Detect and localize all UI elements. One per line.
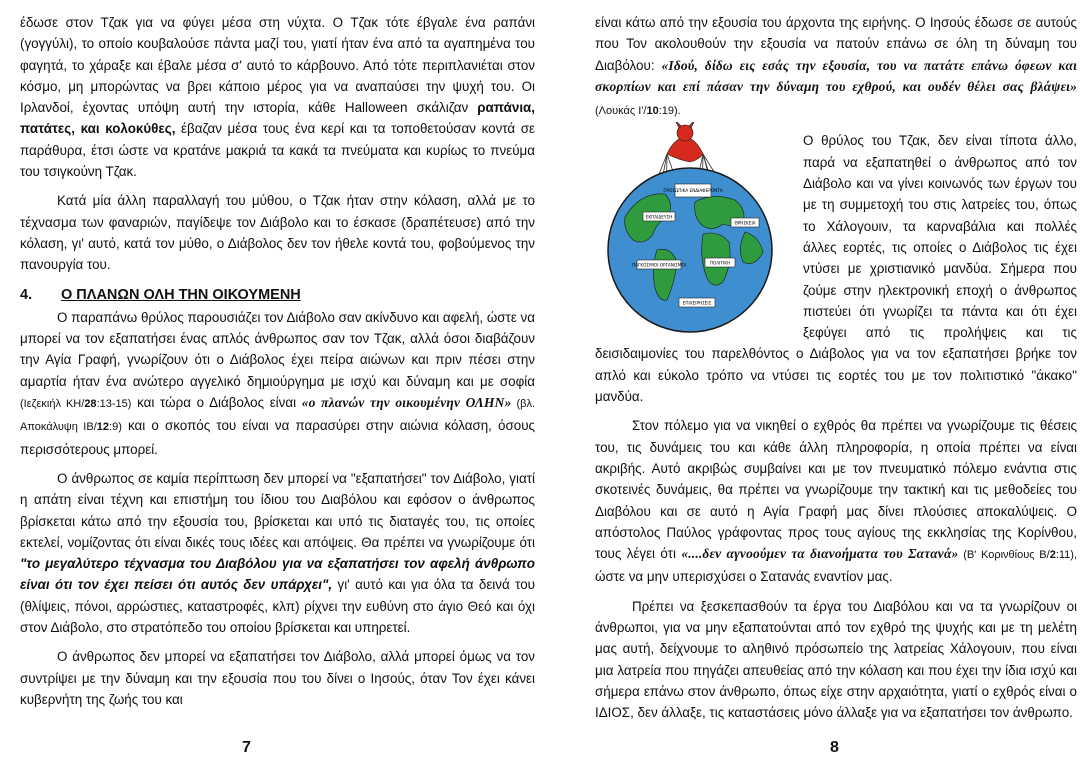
- text: και ο σκοπός του είναι να παρασύρει στην αιώνια κόλαση, όσους περισσότερους μπορεί.: [20, 418, 535, 457]
- label-business: ΕΠΙΧΕΙΡΗΣΕΙΣ: [682, 300, 712, 306]
- paragraph: Πρέπει να ξεσκεπασθούν τα έργα του Διαβόλου και να τα γνωρίζουν οι άνθρωποι, για να μην εξαπατούνται από τον εχθρό της ψυχής και με τη μελέτη μας αυτή, δείχνουμε το αληθινό πρόσωπείο της λατρείας Χάλογουιν, που είναι μια λατρεία που πηγάζει απευθείας από την κόλαση και που έχει την ίδια ισχύ και σήμερα επάνω στον άνθρωπο, όπως είχε στην αρχαιότητα, γιατί ο εχθρός είναι ο ΙΔΙΟΣ, δεν άλλαξε, τις καταστάσεις μόνο άλλαξε για να εξαπατήσει τον άνθρωπο.: [595, 598, 1077, 721]
- label-education: ΕΚΠΑΙΔΕΥΣΗ: [645, 214, 673, 220]
- scripture-quote: «....δεν αγνοούμεν τα διανοήματα του Σατανά»: [681, 546, 959, 562]
- paragraph: [595, 12, 1077, 122]
- paragraph: Κατά μία άλλη παραλλαγή του μύθου, ο Τζακ ήταν στην κόλαση, αλλά με το τέχνασμα των φαναριών, παγίδεψε τον Διάβολο και το έσκασε (δραπέτευσε) από την κόλαση, γι' αυτό, κατά τον μύθο, ο Διάβολος δεν τον ήθελε κοντά του, φοβούμενος την πανουργία του.: [20, 193, 535, 273]
- scripture-quote: «ο πλανών την οικουμένην ΟΛΗΝ»: [301, 395, 512, 411]
- text: γι' αυτό και για όλα τα δεινά του (θλίψεις, πόνοι, αρρώστιες, καταστροφές, κλπ) ρίχνει την ευθύνη στο άγιο Θεό και όχι στον Διάβολο, στο στρατόπεδο του οποίου βρίσκεται και υπηρετεί.: [20, 577, 535, 636]
- paragraph: Ο θρύλος του Τζακ, δεν είναι τίποτα άλλο, παρά να εξαπατηθεί ο άνθρωπος από τον Διάβολο και να γίνει κοινωνός των έργων του με τη συμμετοχή του στις λατρείες του, όπως το Χάλογουιν, τα καρναβάλια και πολλές άλλες εορτές, τις οποίες ο Διάβολος τις έχει ντύσει με χριστιανικό μανδύα. Σήμερα που ζούμε στην ηλεκτρονική εποχή ο άνθρωπος πιστεύει ότι γνωρίζει τα πάντα και ότι έχει ξεφύγει από τις προλήψεις και τις δεισιδαιμονίες του παρελθόντος ο Διάβολος για να τον εξαπατήσει βρήκε τον απλό και εύκολο τρόπο να ντύσει τις εορτές του με τον πολιτιστικό "άκακο" μανδύα.: [595, 133, 1077, 405]
- paragraph: [595, 415, 1077, 587]
- paragraph: [20, 307, 535, 460]
- scripture-quote: «Ιδού, δίδω εις εσάς την εξουσία, του να πατάτε επάνω όφεων και σκορπίων και επί πάσαν την δύναμη του εχθρού, και ουδέν θέλει σας βλάψει»: [595, 57, 1077, 94]
- right-page-body: [595, 12, 1077, 724]
- left-page: [0, 0, 535, 763]
- bible-reference: (Β' Κορινθίους Β/2:11),: [958, 549, 1078, 562]
- page-number: 8: [830, 739, 839, 756]
- paragraph: Ο άνθρωπος δεν μπορεί να εξαπατήσει τον Διάβολο, αλλά μπορεί όμως να τον συντρίψει με την δύναμη και την εξουσία που του δίνει ο Ιησούς, όταν Τον έχει κάνει κυβερνήτη της ζωής του και: [20, 649, 535, 707]
- page-number: 7: [242, 739, 251, 756]
- devil-puppeteer-globe-image: [595, 122, 785, 334]
- devil-globe-illustration: [595, 122, 791, 338]
- bible-reference: (βλ. Αποκάλυψη ΙΒ/12:9): [20, 398, 535, 434]
- text: και τώρα ο Διάβολος είναι: [131, 395, 302, 411]
- section-number: 4.: [20, 286, 33, 303]
- bible-reference: (Λουκάς Ι'/10:19).: [595, 105, 681, 118]
- section-title: Ο ΠΛΑΝΩΝ ΟΛΗ ΤΗΝ ΟΙΚΟΥΜΕΝΗ: [61, 286, 301, 303]
- label-personal-interests: ΠΡΟΣΩΠΙΚΑ ΕΝΔΙΑΦΕΡΟΝΤΑ: [663, 188, 723, 194]
- text: Ο άνθρωπος σε καμία περίπτωση δεν μπορεί να "εξαπατήσει" τον Διάβολο, γιατί η απάτη είναι τέχνη και επιστήμη του ίδιου του Διαβόλου και εφόσον ο άνθρωπος βρίσκεται κάτω από την εξουσία του, βρίσκεται και υπό τις διαταγές του, τις οποίες εκτελεί, νομίζοντας ότι είναι δικές τους ιδέες και απόψεις. Θα πρέπει να γνωρίζουμε ότι: [20, 470, 535, 550]
- bible-reference: (Ιεζεκιήλ ΚΗ/28:13-15): [20, 398, 132, 411]
- left-page-body: [20, 12, 535, 710]
- text: έβαζαν μέσα τους ένα κερί και τα τοποθετούσαν κοντά σε παράθυρα, έτσι ώστε να κρατάνε μακριά τα κακά τα πνεύματα και κυρίως το πνεύμα του τσιγκούνη Τζακ.: [20, 121, 535, 180]
- text: ώστε να μην υπερισχύσει ο Σατανάς εναντίον μας.: [595, 569, 893, 585]
- label-politics: ΠΟΛΙΤΙΚΗ: [709, 260, 731, 266]
- text: είναι κάτω από την εξουσία του άρχοντα της ειρήνης. Ο Ιησούς έδωσε σε αυτούς που Τον ακολουθούν την εξουσία να πατούν επάνω σε όλη τη δύναμη του Διαβόλου:: [595, 15, 1077, 73]
- section-heading: [20, 285, 535, 306]
- devil-horn: [689, 122, 695, 128]
- right-page: [545, 0, 1085, 763]
- text: Ο παραπάνω θρύλος παρουσιάζει τον Διάβολο σαν ακίνδυνο και αφελή, ώστε να μπορεί να τον εξαπατήσει ένας απλός άνθρωπος σαν τον Τζακ, αλλά όσοι διαβάζουν την Αγία Γραφή, γνωρίζουν ότι ο Διάβολος έχει πείρα αιώνων και πριν πέσει στην αμαρτία ήταν ένα ανώτερο αγγελικό δημιούργημα με ισχύ και δύναμη και με σοφία: [20, 309, 535, 389]
- text: έδωσε στον Τζακ για να φύγει μέσα στη νύχτα. Ο Τζακ τότε έβγαλε ένα ραπάνι (γογγύλι), το οποίο κουβαλούσε πάντα μαζί του, γιατί ήταν ένα από τα αγαπημένα του φαγητά, το χάραξε και έβαλε μέσα σ' αυτό το κάρβουνο. Από τότε περιπλανιέται στον κόσμο, μη μπορώντας να βρει κάποιο μέρος για να αναπαύσει την ψυχή του. Οι Ιρλανδοί, έχοντας υπόψη αυτή την ιστορία, κάθε Halloween σκάλιζαν: [20, 15, 535, 116]
- label-religion: ΘΡΗΣΚΕΙΑ: [734, 220, 756, 226]
- devil-horn: [675, 122, 681, 128]
- paragraph: [20, 12, 535, 182]
- paragraph: [20, 468, 535, 638]
- bold-text: ραπάνια, πατάτες, και κολοκύθες,: [20, 100, 535, 137]
- emphasized-quote: "το μεγαλύτερο τέχνασμα του Διαβόλου για να εξαπατήσει τον αφελή άνθρωπο είναι ότι τον έχει πείσει ότι αυτός δεν υπάρχει",: [20, 556, 535, 593]
- label-world-organizations: ΠΑΓΚΟΣΜΙΟΙ ΟΡΓΑΝΙΣΜΟΙ: [632, 262, 686, 268]
- text: Στον πόλεμο για να νικηθεί ο εχθρός θα πρέπει να γνωρίζουμε τις θέσεις του, τις δυνάμεις του και κάθε άλλη πληροφορία, η οποία πρέπει να είναι ακριβής. Αυτό ακριβώς συμβαίνει και με τον πνευματικό πόλεμο ενάντια στις σκοτεινές δυνάμεις, θα πρέπει να γνωρίζουμε την τακτική και τις μεθοδείες του Διαβόλου και σε αυτό η Αγία Γραφή μας δίνει πλούσιες αποκαλύψεις. Ο απόστολος Παύλος γράφοντας προς τους αγίους της εκκλησίας της Κορίνθου, τους λέγει ότι: [595, 418, 1077, 562]
